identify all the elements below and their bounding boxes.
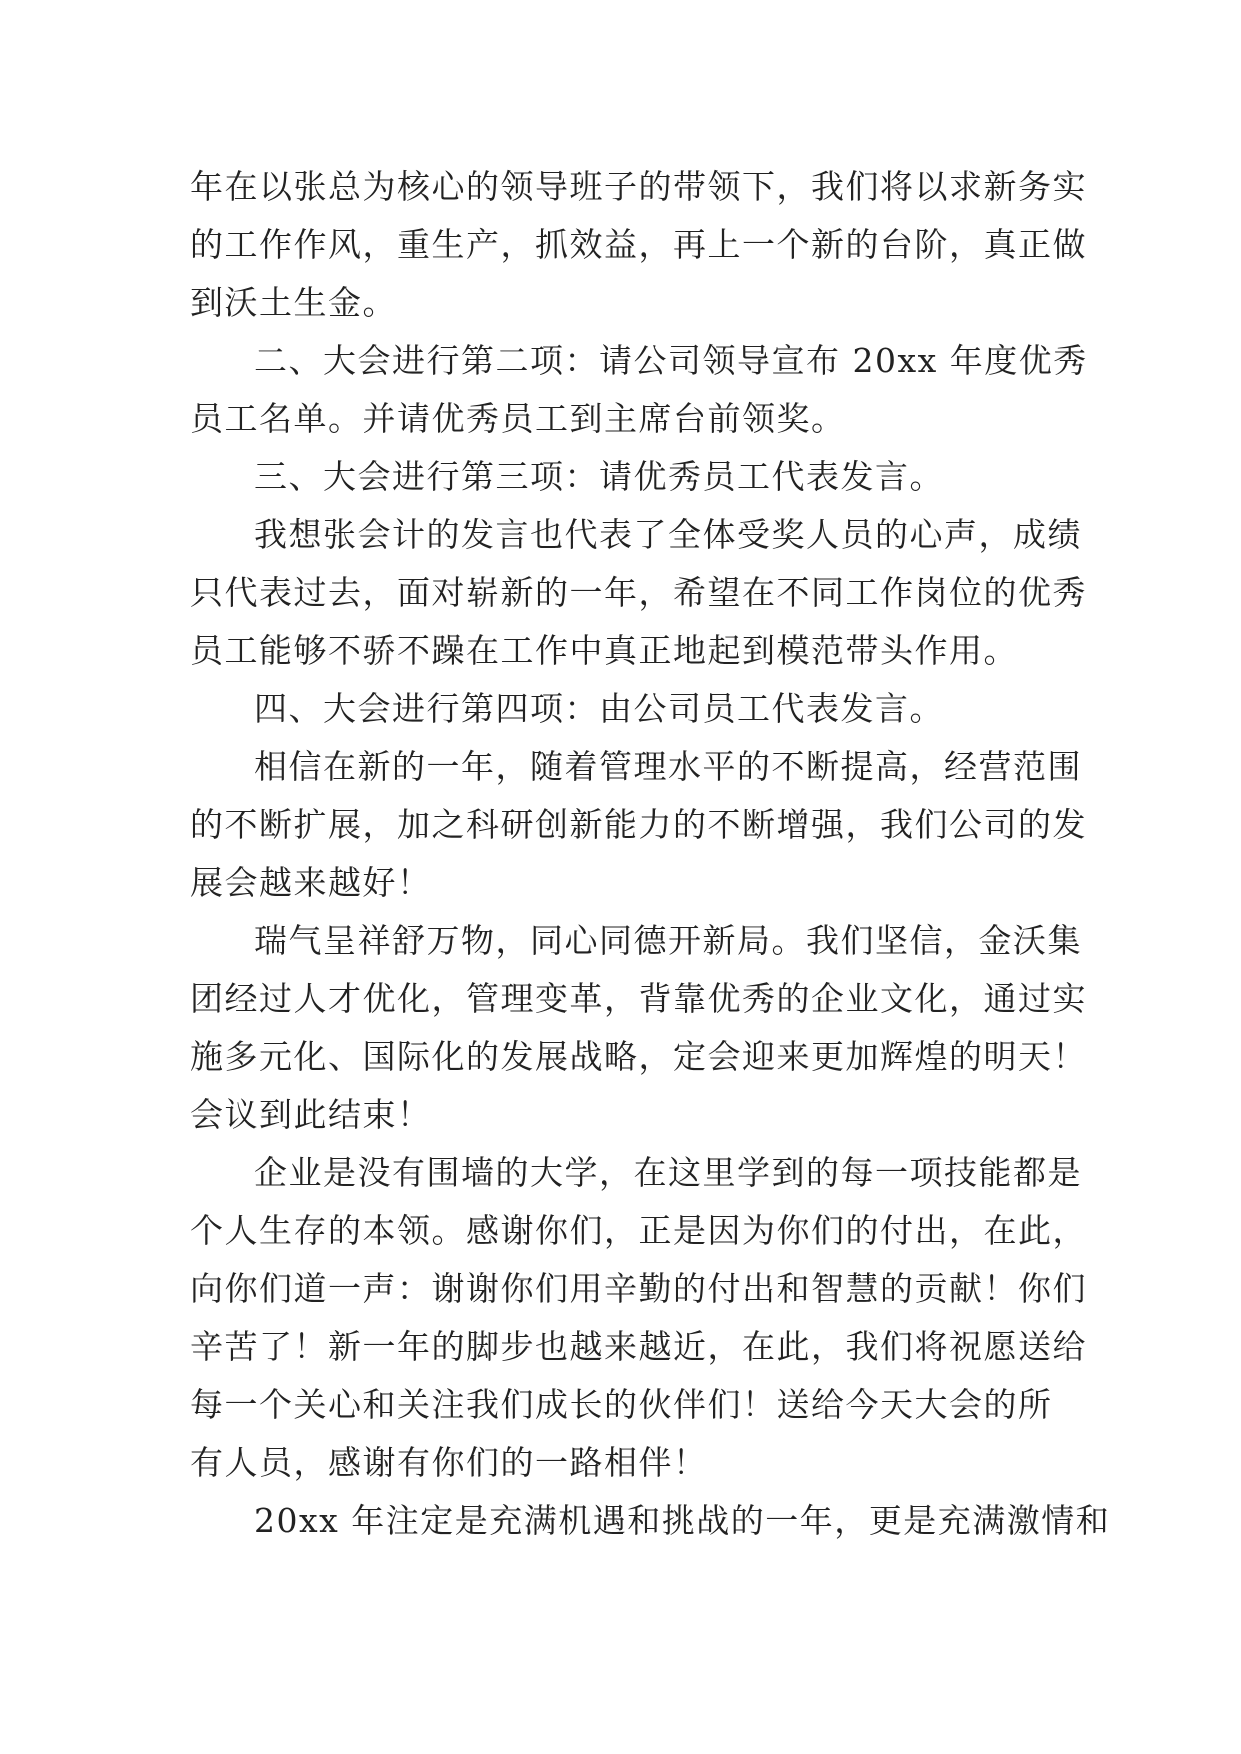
text-line: 辛苦了！新一年的脚步也越来越近，在此，我们将祝愿送给 [190, 1327, 1087, 1366]
text-line: 三、大会进行第三项：请优秀员工代表发言。 [254, 457, 944, 496]
text-line: 的工作作风，重生产，抓效益，再上一个新的台阶，真正做 [190, 225, 1087, 264]
text-line: 相信在新的一年，随着管理水平的不断提高，经营范围 [254, 747, 1082, 786]
text-line: 团经过人才优化，管理变革，背靠优秀的企业文化，通过实 [190, 979, 1087, 1018]
text-line: 员工能够不骄不躁在工作中真正地起到模范带头作用。 [190, 631, 1018, 670]
text-line: 到沃土生金。 [190, 283, 397, 322]
text-line: 四、大会进行第四项：由公司员工代表发言。 [254, 689, 944, 728]
text-line: 只代表过去，面对崭新的一年，希望在不同工作岗位的优秀 [190, 573, 1087, 612]
text-line: 施多元化、国际化的发展战略，定会迎来更加辉煌的明天！ [190, 1037, 1087, 1076]
text-line: 20xx 年注定是充满机遇和挑战的一年，更是充满激情和 [254, 1501, 1111, 1540]
text-line: 瑞气呈祥舒万物，同心同德开新局。我们坚信，金沃集 [254, 921, 1082, 960]
text-line: 个人生存的本领。感谢你们，正是因为你们的付出，在此， [190, 1211, 1087, 1250]
text-line: 员工名单。并请优秀员工到主席台前领奖。 [190, 399, 846, 438]
text-line: 二、大会进行第二项：请公司领导宣布 20xx 年度优秀 [254, 341, 1088, 380]
text-line: 会议到此结束！ [190, 1095, 432, 1134]
text-line: 有人员，感谢有你们的一路相伴！ [190, 1443, 708, 1482]
text-line: 每一个关心和关注我们成长的伙伴们！送给今天大会的所 [190, 1385, 1053, 1424]
text-line: 展会越来越好！ [190, 863, 432, 902]
text-line: 我想张会计的发言也代表了全体受奖人员的心声，成绩 [254, 515, 1082, 554]
text-line: 年在以张总为核心的领导班子的带领下，我们将以求新务实 [190, 167, 1087, 206]
text-line: 的不断扩展，加之科研创新能力的不断增强，我们公司的发 [190, 805, 1087, 844]
text-line: 企业是没有围墙的大学，在这里学到的每一项技能都是 [254, 1153, 1082, 1192]
text-line: 向你们道一声：谢谢你们用辛勤的付出和智慧的贡献！你们 [190, 1269, 1087, 1308]
